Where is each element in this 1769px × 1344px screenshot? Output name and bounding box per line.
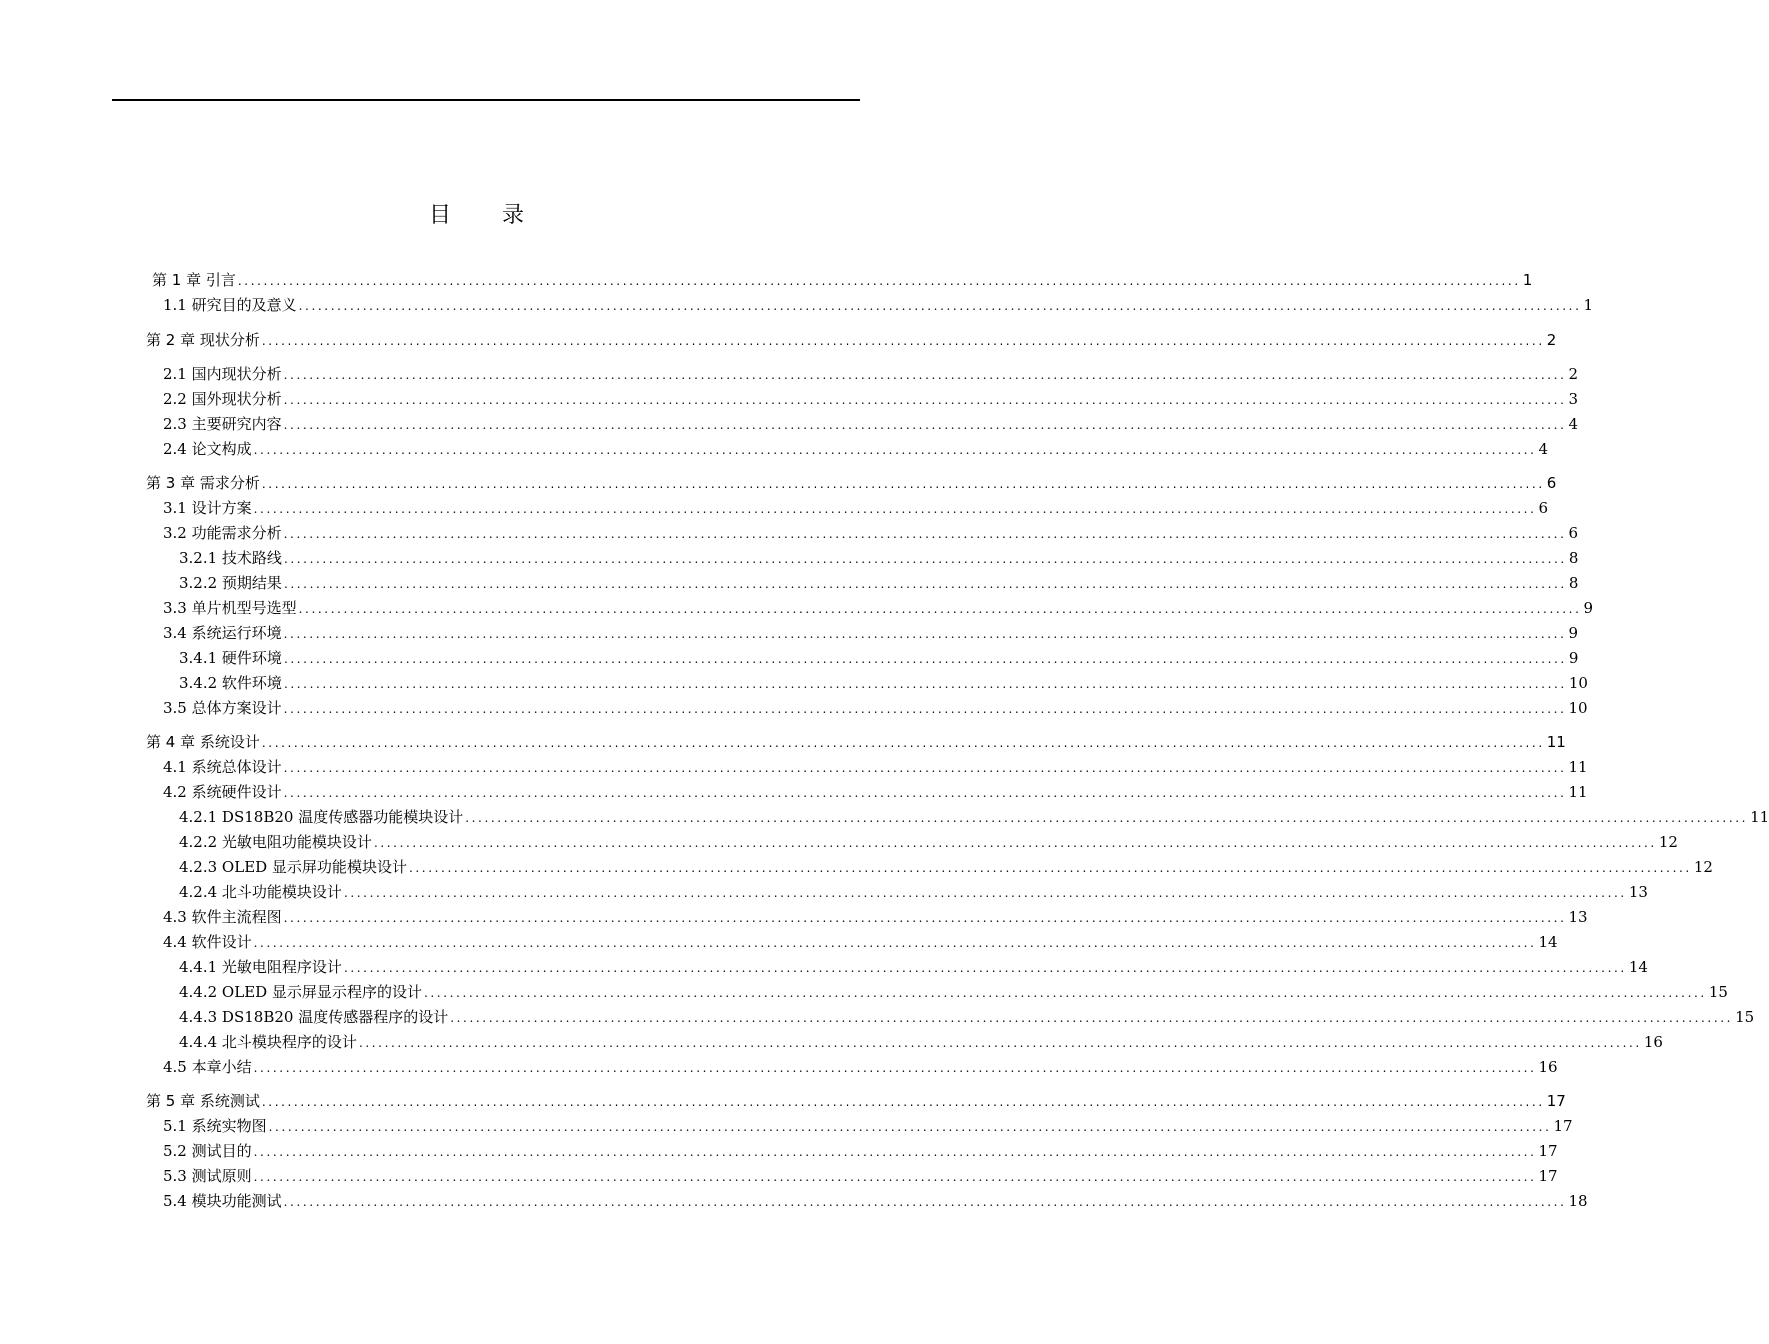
toc-leader-dots: ........................................................................................................................................................................................................ — [343, 886, 1627, 900]
toc-section-entry[interactable] — [179, 831, 1678, 853]
toc-entry-label: 4.1 系统总体设计 — [163, 758, 282, 776]
toc-leader-dots: ........................................................................................................................................................................................................ — [253, 1145, 1537, 1159]
toc-leader-dots: ........................................................................................................................................................................................................ — [283, 761, 1567, 775]
toc-section-entry[interactable] — [163, 756, 1588, 778]
toc-entry-label: 2.1 国内现状分析 — [163, 365, 282, 383]
toc-section-entry[interactable] — [163, 1190, 1588, 1212]
toc-section-entry[interactable] — [163, 388, 1579, 410]
toc-leader-dots: ........................................................................................................................................................................................................ — [358, 1036, 1642, 1050]
toc-entry-label: 第 3 章 需求分析 — [146, 474, 260, 492]
toc-leader-dots: ........................................................................................................................................................................................................ — [283, 368, 1567, 382]
toc-page-number: 15 — [1735, 1008, 1755, 1026]
toc-page-number: 11 — [1750, 808, 1769, 826]
toc-section-entry[interactable] — [179, 881, 1648, 903]
toc-entry-label: 4.4.2 OLED 显示屏显示程序的设计 — [179, 983, 422, 1001]
toc-chapter-entry[interactable] — [152, 269, 1533, 291]
toc-entry-label: 3.4.2 软件环境 — [179, 674, 282, 692]
toc-page-number: 1 — [1583, 296, 1594, 314]
toc-page-number: 13 — [1628, 883, 1648, 901]
toc-section-entry[interactable] — [163, 1056, 1558, 1078]
toc-entry-label: 5.2 测试目的 — [163, 1142, 252, 1160]
toc-entry-label: 4.2.1 DS18B20 温度传感器功能模块设计 — [179, 808, 464, 826]
toc-section-entry[interactable] — [179, 1006, 1755, 1028]
toc-entry-label: 3.3 单片机型号选型 — [163, 599, 297, 617]
toc-leader-dots: ........................................................................................................................................................................................................ — [373, 836, 1657, 850]
toc-page-number: 11 — [1568, 758, 1588, 776]
toc-section-entry[interactable] — [163, 1165, 1558, 1187]
toc-leader-dots: ........................................................................................................................................................................................................ — [283, 577, 1567, 591]
toc-section-entry[interactable] — [179, 856, 1713, 878]
toc-entry-label: 3.1 设计方案 — [163, 499, 252, 517]
toc-page-number: 9 — [1568, 624, 1579, 642]
toc-entry-label: 4.4.3 DS18B20 温度传感器程序的设计 — [179, 1008, 449, 1026]
toc-page-number: 6 — [1568, 524, 1579, 542]
toc-leader-dots: ........................................................................................................................................................................................................ — [261, 477, 1545, 491]
toc-entry-label: 3.2 功能需求分析 — [163, 524, 282, 542]
toc-page-number: 18 — [1568, 1192, 1588, 1210]
toc-entry-label: 4.4.4 北斗模块程序的设计 — [179, 1033, 357, 1051]
toc-page-number: 9 — [1568, 649, 1579, 667]
toc-page-number: 2 — [1546, 331, 1557, 349]
toc-leader-dots: ........................................................................................................................................................................................................ — [298, 299, 1582, 313]
toc-entry-label: 第 5 章 系统测试 — [146, 1092, 260, 1110]
toc-entry-label: 3.2.2 预期结果 — [179, 574, 282, 592]
toc-entry-label: 5.4 模块功能测试 — [163, 1192, 282, 1210]
toc-entry-label: 3.2.1 技术路线 — [179, 549, 282, 567]
toc-page-number: 1 — [1522, 271, 1533, 289]
toc-page-number: 10 — [1568, 674, 1588, 692]
toc-chapter-entry[interactable] — [146, 1090, 1566, 1112]
toc-section-entry[interactable] — [179, 547, 1579, 569]
toc-entry-label: 3.4 系统运行环境 — [163, 624, 282, 642]
toc-section-entry[interactable] — [179, 672, 1588, 694]
toc-entry-label: 4.5 本章小结 — [163, 1058, 252, 1076]
toc-page-number: 17 — [1538, 1142, 1558, 1160]
toc-page-number: 6 — [1538, 499, 1549, 517]
toc-leader-dots: ........................................................................................................................................................................................................ — [450, 1011, 1734, 1025]
toc-section-entry[interactable] — [163, 781, 1588, 803]
toc-page-number: 12 — [1658, 833, 1678, 851]
toc-section-entry[interactable] — [179, 647, 1579, 669]
toc-leader-dots: ........................................................................................................................................................................................................ — [423, 986, 1707, 1000]
toc-leader-dots: ........................................................................................................................................................................................................ — [283, 527, 1567, 541]
toc-leader-dots: ........................................................................................................................................................................................................ — [268, 1120, 1552, 1134]
toc-section-entry[interactable] — [163, 697, 1588, 719]
toc-entry-label: 第 1 章 引言 — [152, 271, 236, 289]
toc-entry-label: 5.3 测试原则 — [163, 1167, 252, 1185]
toc-entry-label: 4.3 软件主流程图 — [163, 908, 282, 926]
toc-page-number: 17 — [1553, 1117, 1573, 1135]
toc-leader-dots: ........................................................................................................................................................................................................ — [283, 702, 1567, 716]
toc-page-number: 14 — [1538, 933, 1558, 951]
toc-leader-dots: ........................................................................................................................................................................................................ — [283, 552, 1567, 566]
toc-entry-label: 4.2.2 光敏电阻功能模块设计 — [179, 833, 372, 851]
toc-leader-dots: ........................................................................................................................................................................................................ — [253, 502, 1537, 516]
toc-entry-label: 4.2.4 北斗功能模块设计 — [179, 883, 342, 901]
toc-leader-dots: ........................................................................................................................................................................................................ — [283, 1195, 1567, 1209]
toc-page-number: 12 — [1693, 858, 1713, 876]
toc-section-entry[interactable] — [163, 1115, 1573, 1137]
toc-section-entry[interactable] — [163, 931, 1558, 953]
toc-leader-dots: ........................................................................................................................................................................................................ — [261, 334, 1545, 348]
page-title: 目 录 — [429, 203, 546, 228]
toc-page-number: 17 — [1538, 1167, 1558, 1185]
toc-section-entry[interactable] — [179, 806, 1769, 828]
toc-leader-dots: ........................................................................................................................................................................................................ — [283, 393, 1567, 407]
toc-page-number: 16 — [1538, 1058, 1558, 1076]
toc-entry-label: 4.2.3 OLED 显示屏功能模块设计 — [179, 858, 407, 876]
toc-leader-dots: ........................................................................................................................................................................................................ — [261, 736, 1545, 750]
toc-leader-dots: ........................................................................................................................................................................................................ — [261, 1095, 1545, 1109]
toc-page-number: 15 — [1708, 983, 1728, 1001]
toc-entry-label: 4.4.1 光敏电阻程序设计 — [179, 958, 342, 976]
toc-page-number: 11 — [1546, 733, 1566, 751]
toc-entry-label: 第 4 章 系统设计 — [146, 733, 260, 751]
toc-page-number: 4 — [1538, 440, 1549, 458]
toc-section-entry[interactable] — [179, 1031, 1663, 1053]
toc-section-entry[interactable] — [179, 956, 1648, 978]
toc-leader-dots: ........................................................................................................................................................................................................ — [253, 443, 1537, 457]
toc-entry-label: 3.5 总体方案设计 — [163, 699, 282, 717]
toc-page-number: 8 — [1568, 549, 1579, 567]
toc-section-entry[interactable] — [163, 413, 1579, 435]
toc-leader-dots: ........................................................................................................................................................................................................ — [253, 1061, 1537, 1075]
toc-leader-dots: ........................................................................................................................................................................................................ — [283, 911, 1567, 925]
toc-section-entry[interactable] — [179, 981, 1728, 1003]
toc-section-entry[interactable] — [163, 294, 1594, 316]
toc-section-entry[interactable] — [179, 572, 1579, 594]
toc-page-number: 2 — [1568, 365, 1579, 383]
toc-entry-label: 2.3 主要研究内容 — [163, 415, 282, 433]
toc-leader-dots: ........................................................................................................................................................................................................ — [283, 418, 1567, 432]
toc-page-number: 13 — [1568, 908, 1588, 926]
toc-leader-dots: ........................................................................................................................................................................................................ — [343, 961, 1627, 975]
toc-leader-dots: ........................................................................................................................................................................................................ — [283, 652, 1567, 666]
toc-chapter-entry[interactable] — [146, 329, 1557, 351]
toc-leader-dots: ........................................................................................................................................................................................................ — [253, 936, 1537, 950]
toc-entry-label: 3.4.1 硬件环境 — [179, 649, 282, 667]
toc-page-number: 14 — [1628, 958, 1648, 976]
toc-section-entry[interactable] — [163, 622, 1579, 644]
toc-entry-label: 4.2 系统硬件设计 — [163, 783, 282, 801]
toc-section-entry[interactable] — [163, 363, 1579, 385]
toc-section-entry[interactable] — [163, 597, 1594, 619]
toc-chapter-entry[interactable] — [146, 472, 1557, 494]
toc-leader-dots: ........................................................................................................................................................................................................ — [298, 602, 1582, 616]
toc-leader-dots: ........................................................................................................................................................................................................ — [465, 811, 1749, 825]
toc-leader-dots: ........................................................................................................................................................................................................ — [237, 274, 1521, 288]
toc-page-number: 17 — [1546, 1092, 1566, 1110]
toc-page-number: 8 — [1568, 574, 1579, 592]
toc-page-number: 11 — [1568, 783, 1588, 801]
toc-section-entry[interactable] — [163, 522, 1579, 544]
toc-page-number: 9 — [1583, 599, 1594, 617]
toc-entry-label: 1.1 研究目的及意义 — [163, 296, 297, 314]
toc-section-entry[interactable] — [163, 438, 1549, 460]
toc-entry-label: 2.2 国外现状分析 — [163, 390, 282, 408]
toc-section-entry[interactable] — [163, 906, 1588, 928]
toc-section-entry[interactable] — [163, 497, 1549, 519]
toc-leader-dots: ........................................................................................................................................................................................................ — [283, 627, 1567, 641]
toc-leader-dots: ........................................................................................................................................................................................................ — [253, 1170, 1537, 1184]
toc-page-number: 10 — [1568, 699, 1588, 717]
toc-page-number: 6 — [1546, 474, 1557, 492]
toc-leader-dots: ........................................................................................................................................................................................................ — [283, 677, 1567, 691]
toc-section-entry[interactable] — [163, 1140, 1558, 1162]
toc-chapter-entry[interactable] — [146, 731, 1566, 753]
toc-entry-label: 4.4 软件设计 — [163, 933, 252, 951]
toc-page-number: 16 — [1643, 1033, 1663, 1051]
toc-entry-label: 2.4 论文构成 — [163, 440, 252, 458]
toc-page-number: 3 — [1568, 390, 1579, 408]
toc-leader-dots: ........................................................................................................................................................................................................ — [408, 861, 1692, 875]
toc-leader-dots: ........................................................................................................................................................................................................ — [283, 786, 1567, 800]
toc-page-number: 4 — [1568, 415, 1579, 433]
toc-entry-label: 第 2 章 现状分析 — [146, 331, 260, 349]
toc-entry-label: 5.1 系统实物图 — [163, 1117, 267, 1135]
